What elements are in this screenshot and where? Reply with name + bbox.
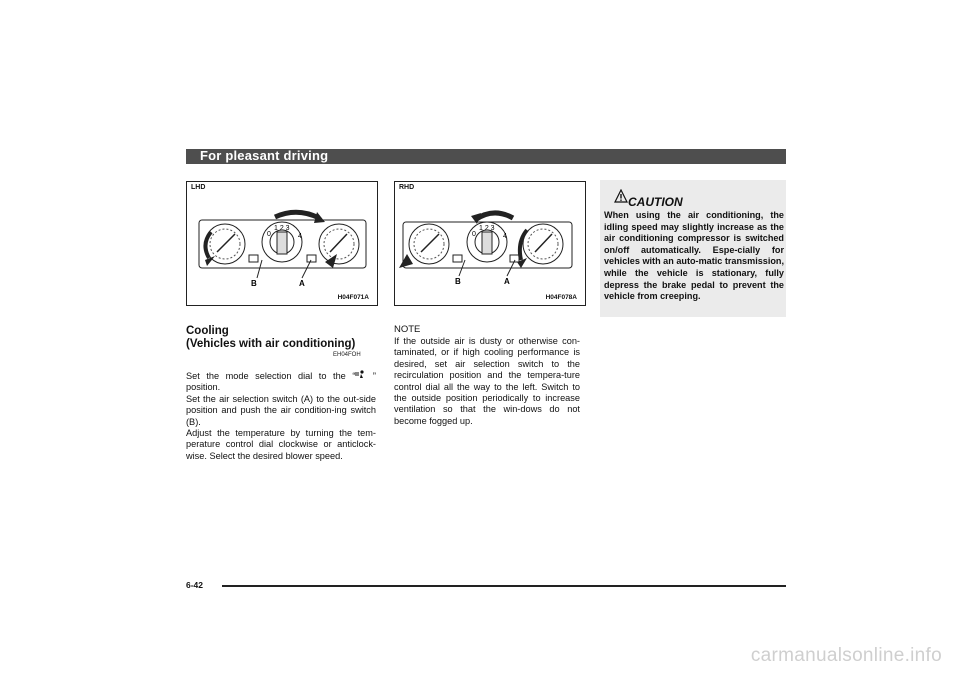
section-title-line2: (Vehicles with air conditioning): [186, 338, 356, 350]
paragraph-mode: Set the mode selection dial to the “ ” position.: [186, 371, 376, 393]
rhd-label-b: B: [455, 277, 461, 286]
section-title: [186, 325, 355, 351]
figure-lhd: [186, 181, 378, 306]
warning-triangle-icon: [614, 189, 628, 203]
section-code: EH04FOH: [333, 352, 361, 358]
lhd-control-panel-illustration: [187, 182, 377, 305]
rhd-label-a: A: [504, 277, 510, 286]
note-text: If the outside air is dusty or otherwise con-taminated, or if high cooling performance is desired, set air selection switch to the recirculation position and the tempera-ture control dial all the way to the left. Switch to the outside position periodically to increase ventilation so that the win-dows do not become fogged up.: [394, 336, 580, 426]
svg-text:0: 0: [267, 231, 271, 238]
figure-tag: LHD: [191, 184, 206, 191]
svg-text:1 2 3: 1 2 3: [479, 225, 495, 232]
face-vent-icon: [355, 370, 366, 382]
figure-code: H04F078A: [545, 294, 577, 301]
svg-text:1 2 3: 1 2 3: [274, 225, 290, 232]
footer-rule: [222, 585, 786, 587]
page-number: 6-42: [186, 580, 204, 590]
section-header-title: For pleasant driving: [200, 148, 329, 163]
lhd-label-b: B: [251, 279, 257, 288]
watermark: carmanualsonline.info: [750, 645, 942, 666]
lhd-label-a: A: [299, 279, 305, 288]
figure-code: H04F071A: [337, 294, 369, 301]
rhd-control-panel-illustration: [395, 182, 585, 305]
figure-rhd: [394, 181, 586, 306]
paragraph-temperature: Adjust the temperature by turning the tem-perature control dial clockwise or anticlock-wise. Select the desired blower speed.: [186, 428, 376, 461]
paragraph-air-selection: Set the air selection switch (A) to the out-side position and push the air condition-ing switch (B).: [186, 393, 376, 427]
svg-text:0: 0: [472, 231, 476, 238]
note-title: NOTE: [394, 324, 421, 335]
figure-tag: RHD: [399, 184, 415, 191]
caution-text: When using the air conditioning, the idling speed may slightly increase as the air conditioning compressor is switched on/off automatically. Espe-cially for vehicles with an auto-matic transmission, while the vehicle is stationary, fully depress the brake pedal to prevent the vehicle from creeping.: [604, 210, 784, 302]
caution-title: CAUTION: [628, 195, 683, 209]
svg-text:4: 4: [503, 233, 507, 240]
svg-text:4: 4: [298, 233, 302, 240]
section-title-line1: Cooling: [186, 325, 229, 337]
section-body: [186, 370, 376, 462]
